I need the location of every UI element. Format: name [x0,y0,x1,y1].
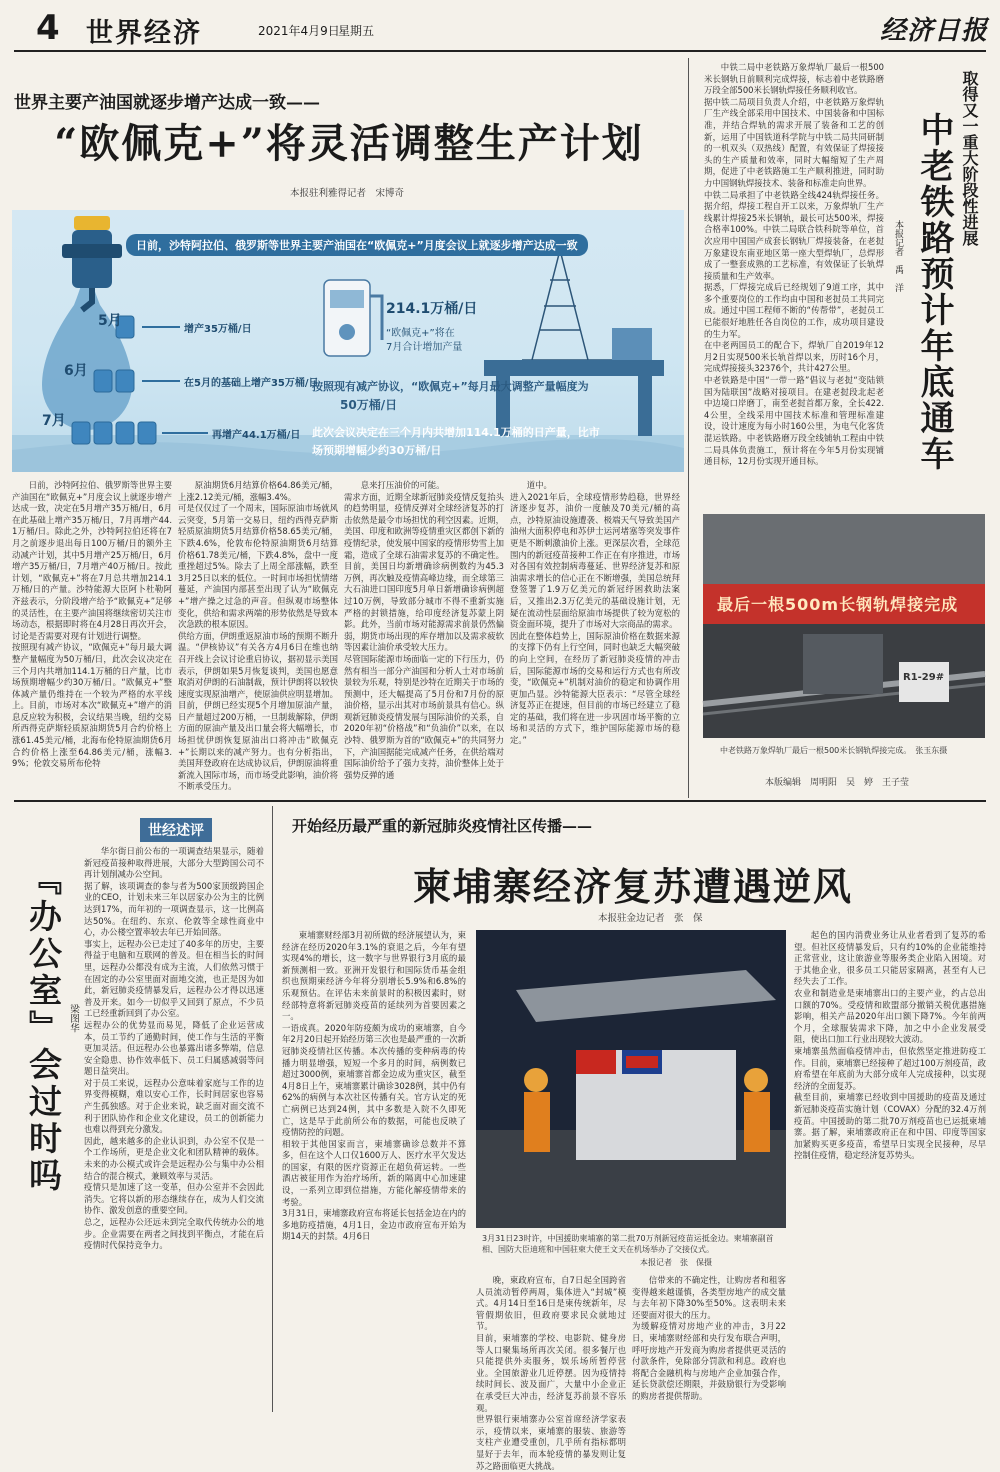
section-title: 世界经济 [86,18,202,49]
page-divider [14,800,986,802]
opec-infographic [12,210,684,472]
june-label: 6月 [64,363,88,379]
cambodia-photo-art [476,930,786,1228]
issue-weekday: 星期五 [338,24,375,38]
cambodia-body-col2: 晚，柬政府宣布，自7日起全国跨省人员流动暂停两周，集体进入“封城”模式。4月14日至16日是柬传统新年，尽管假期依旧，但政府要求民众就地过节。 目前，柬埔寨的学校、电影院、健身房等人口聚集场所再次关闭。很多餐厅也只能提供外卖服务，娱乐场所暂停营业。全国旅游业几近停摆。因为疫情持续时间长、波及面广，大量中小企业正在承受巨大冲击，经济复苏前景不容乐观。 世界银行柬埔寨办公室首席经济学家表示，疫情以来，柬埔寨的服装、旅游等支柱产业遭受重创，几乎所有指标都明显好于去年，而本轮疫情的暴发则让复苏之路面临更大挑战。 [476,1275,626,1471]
july-increase: 再增产44.1万桶/日 [212,430,301,441]
cambodia-body-col4: 起色的国内消费业务让从业者看到了复苏的希望。但社区疫情暴发后，只有约10%的企业能维持正常营业，这让旅游业等服务类企业陷入困境。对于其他企业，很多员工只能居家隔离，甚至有人已经失去了工作。 农业和制造业是柬埔寨出口的主要产业，约占总出口额的70%。受疫情和欧盟部分撤销关税优惠措施影响，相关产品2020年出口额下降7%。今年前两个月，全球服装需求下降，加之中小企业发展受阻，使出口加工行业出现较大波动。 柬埔寨虽然面临疫情冲击，但依然坚定推进防疫工作。目前，柬埔寨已经接种了超过100万剂疫苗，政府希望在年底前为大部分成年人完成接种，以实现经济的全面复苏。 截至目前，柬埔寨已经收到中国援助的疫苗及通过新冠肺炎疫苗实施计划（COVAX）分配的32.4万剂疫苗。中国援助的第二批70万剂疫苗也已运抵柬埔寨。据了解，柬埔寨政府正在和中国、印度等国家加紧购买更多疫苗，希望早日实现全民接种，尽早控制住疫情，稳定经济复苏势头。 [794,930,986,1161]
opec-body-col1: 日前，沙特阿拉伯、俄罗斯等世界主要产油国在“欧佩克+”月度会议上就逐步增产达成一致，决定在5月增产35万桶/日，6月在此基础上增产35万桶/日，7月再增产44.1万桶/日。除此之外，沙特阿拉伯还将在7月之前逐步退出每日100万桶/日的额外主动减产计划，其中5月增产25万桶/日，6月增产35万桶/日，7月增产40万桶/日。按此计划，“欧佩克+”将在7月总共增加214.1万桶/日的产量。沙特能源大臣阿卜杜勒阿齐兹表示，分阶段增产给予“欧佩克+”足够的灵活性，在主要产油国将继续密切关注市场动态，根据即时将在4月28日再次开会，讨论是否需要对现有计划进行调整。 按照现有减产协议，“欧佩克+”每月最大调整产量幅度为50万桶/日，此次会议决定在三个月内共增加114.1万桶的日产量，比市场预期增幅少约30万桶/日。“欧佩克+”整体减产量仍维持在一个较为严格的水平线上。目前，市场对本次“欧佩克+”增产的消息反应较为积极，会议结果当晚，纽约交易所西得克萨斯轻质原油期货5月合约价格上涨61.45美元/桶，北海布伦特原油期货6月合约价格上涨至64.86美元/桶，涨幅3.9%；伦敦交易所布伦特 [12,480,172,769]
rail-reporter: 本报记者 禹 洋 [893,220,903,292]
cambodia-body-col3: 信带来的不确定性，让购房者和租客变得越来越谨慎，各类型房地产的成交量与去年初下降30%至50%。这表明未来还要面对很大的压力。 为缓解疫情对房地产业的冲击，3月22日，柬埔寨财经部和央行发布联合声明，呼吁房地产开发商为购房者提供更灵活的付款条件，免除部分罚款和利息。政府也将配合金融机构与房地产企业加强合作，延长贷款偿还期限，并鼓励银行为受影响的购房者提供帮助。 [632,1275,786,1401]
june-increase: 在5月的基础上增产35万桶/日 [184,378,319,389]
opec-body-col2: 原油期货6月结算价格64.86美元/桶，上涨2.12美元/桶，涨幅3.4%。 可是仅仅过了一个周末，国际原油市场就风云突变，5月第一交易日，纽约西得克萨斯轻质原油期货5月结算价格58.65美元/桶，下跌4.6%，伦敦布伦特原油期货6月结算价格61.78美元/桶，下跌4.8%，盘中一度重挫超过5%。除去了上周全部涨幅，跌至3月25日以来的低位。一时间市场担忧情绪蔓延，产油国内部甚至出现了认为“欧佩克+”增产操之过急的声音。但纵观市场整体变化，供给和需求两端的形势依然是导致本次急跌的根本原因。 供给方面，伊朗重返原油市场的预期不断升温。“伊核协议”有关各方4月6日在维也纳召开线上会议讨论重启协议，据初显示美国表示，伊朗如果5月恢复谈判，美国也愿意取消对伊朗的石油制裁，预计伊朗将以较快速度实现原油增产，使原油供应明显增加。目前，伊朗已经实现5个月增加原油产量，日产量超过200万桶，一旦制裁解除，伊朗方面的原油产量及出口量会将大幅增长，市场担忧伊朗恢复原油出口将冲击“欧佩克+”长期以来的减产努力。也有分析指出，美国拜登政府在达成协议后，伊朗原油将重新流入国际市场，而市场受此影响，油价将不断承受压力。 [178,480,338,792]
july-label: 7月 [42,413,66,429]
column-body: 华尔街日前公布的一项调查结果显示，随着新冠疫苗接种取得进展，大部分大型跨国公司不再计划削减办公空间。 据了解，该项调查的参与者为500家顶级跨国企业的CEO，计划未来三年以居家办公为主的比例达到17%，而年初的一项调查显示，这一比例高达50%。在纽约、东京、伦敦等全球性商业中心，办公楼空置率较去年已开始回落。 事实上，远程办公已走过了40多年的历史，主要得益于电脑和互联网的普及。但在相当长的时间里，远程办公都没有成为主流，人们依然习惯于在固定的办公室里面对面地交流，也正是因为如此，新冠肺炎疫情暴发后，远程办公才得以迅速普及开来。如今一切似乎又回到了原点，不少员工已经重新回到了办公室。 远程办公的优势显而易见，降低了企业运营成本，员工节约了通勤时间，使工作与生活的平衡更加灵活。但远程办公也暴露出诸多弊端，信息安全隐患、协作效率低下、员工归属感减弱等问题日益突出。 对于员工来说，远程办公意味着家庭与工作的边界变得模糊，难以安心工作，长时间居家也容易产生孤独感。对于企业来说，缺乏面对面交流不利于团队协作和企业文化建设，员工的创新能力也难以得到充分激发。 因此，越来越多的企业认识到，办公室不仅是一个工作场所，更是企业文化和团队精神的载体。未来的办公模式或许会是远程办公与集中办公相结合的混合模式，兼顾效率与灵活。 疫情只是加速了这一变革，但办公室并不会因此消失。它将以新的形态继续存在，成为人们交流协作、激发创意的重要空间。 总之，远程办公还远未到完全取代传统办公的地步。企业需要在两者之间找到平衡点，才能在后疫情时代保持竞争力。 [84,846,264,1251]
column-title: 『办公室』会过时吗 [24,862,63,1195]
rail-photo-art [703,514,985,738]
column-divider [688,58,689,798]
cambodia-photo-credit: 本报记者 张 保摄 [640,1258,712,1267]
adjust-text-1: 按照现有减产协议，“欧佩克+”每月最大调整产量幅度为 [312,380,589,393]
cambodia-kicker: 开始经历最严重的新冠肺炎疫情社区传播—— [292,817,593,835]
cambodia-photo-caption: 3月31日23时许，中国援助柬埔寨的第二批70万剂新冠疫苗运抵金边。柬埔寨副首相、国防大臣迪班和中国驻柬大使王文天在机场举办了交接仪式。 [482,1234,774,1254]
may-label: 5月 [98,313,122,329]
photo-rail-tag: R1-29# [903,672,945,683]
masthead [0,0,1000,50]
cambodia-headline: 柬埔寨经济复苏遭遇逆风 [412,864,853,909]
page-editors: 本版编辑 周明阳 吴 婷 王子莹 [765,778,910,788]
bottom-text-2: 场预期增幅少约30万桶/日 [312,444,442,457]
masthead-rule [14,50,986,52]
column-author: 梁图华 [68,1004,79,1033]
rail-body: 中铁二局中老铁路万象焊轨厂最后一根500米长钢轨日前顺利完成焊接，标志着中老铁路磨万段全部500米长钢轨焊接任务顺利收官。 据中铁二局项目负责人介绍，中老铁路万象焊轨厂生产线全部采用中国技术、中国装备和中国标准，并结合焊轨的需求开展了装备和工艺的创新，运用了中国铁道科学院与中铁二局共同研制的一机双头（双热线）配置，有效保证了焊接接头的生产质量和效率，同时大幅缩短了生产周期，促进了中老铁路施工生产顺利推进，同时助力中国钢轨焊接技术、装备和标准走向世界。 中铁二局承担了中老铁路全线424轨焊接任务。据介绍，焊接工程自开工以来，万象焊轨厂生产线累计焊接25米长钢轨，最长可达500米，焊接合格率100%。中铁二局联合铁科院等单位，首次应用中国国产成套长钢轨厂焊接装备，在老挝万象建设东南亚地区第一座大型焊轨厂，总焊形成了一整套成熟的工艺标准，有效保证了长轨焊接质量和生产效率。 据悉，厂焊接完成后已经规划了9道工序，其中多个重要岗位的工作均由中国和老挝员工共同完成。通过中国工程师不断的“传帮带”，老挝员工已能很好地胜任各自岗位的工作，成功项目建设的生力军。 在中老两国员工的配合下，焊轨厂自2019年12月2日实现500米长轨首焊以来，历时16个月，完成焊接接头32376个，共计427公里。 中老铁路是中国“一带一路”倡议与老挝“变陆锁国为陆联国”战略对接项目。在建老挝段北起老中边境口岸磨丁，南至老挝首都万象，全长422.4公里，全线采用中国技术标准和管理标准建设，设计速度为每小时160公里，为电气化客货混运铁路。中老铁路磨万段全线铺轨工程由中铁二局具体负责施工，预计将在今年5月份实现铺通目标，12月份实现开通目标。 [704,62,884,467]
infographic-banner: 日前，沙特阿拉伯、俄罗斯等世界主要产油国在“欧佩克+”月度会议上就逐步增产达成一致 [126,234,588,256]
total-desc-1: “欧佩克+”将在 [386,328,455,339]
rail-headline: 中老铁路预计年底通车 [914,112,954,472]
total-desc-2: 7月合计增加产量 [386,342,463,353]
may-increase: 增产35万桶/日 [184,324,252,335]
rail-subhead: 取得又一重大阶段性进展 [960,70,979,246]
paper-logo: 经济日报 [880,16,989,46]
rail-photo-caption: 中老铁路万象焊轨厂最后一根500米长钢轨焊接完成。 张玉东摄 [720,746,948,755]
opec-headline: “欧佩克+”将灵活调整生产计划 [54,120,644,167]
cambodia-photo [476,930,786,1228]
page-number: 4 [36,8,60,48]
photo-banner-text: 最后一根500m长钢轨焊接完成 [717,595,959,614]
bottom-text-1: 此次会议决定在三个月内共增加114.1万桶的日产量，比市 [312,426,600,439]
opec-kicker: 世界主要产油国就逐步增产达成一致—— [14,93,320,113]
rail-photo [703,514,985,738]
adjust-text-2: 50万桶/日 [340,398,398,412]
opec-byline: 本报驻利雅得记者 宋博奇 [290,188,405,199]
column-divider-2 [272,806,273,1412]
issue-date: 2021年4月9日 [258,24,340,38]
cambodia-byline: 本报驻金边记者 张 保 [598,913,703,924]
cambodia-body-col1: 柬埔寨财经部3月初所做的经济展望认为，柬经济在经历2020年3.1%的衰退之后，今年有望实现4%的增长，这一数字与世界银行3月底的最新预测相一致。亚洲开发银行和国际货币基金组织也预期柬经济今年将分别增长5.9%和6.8%的乐观预估。在评估未来前景时的积极因素时，财经部特意将新冠肺炎疫苗的延续列为首要因素之一。 一语成真。2020年防疫颇为成功的柬埔寨，自今年2月20日起开始经历第三次也是最严重的一次新冠肺炎疫情社区传播。本次传播的变种病毒的传播力明显增强，短短一个多月的时间，病例数已超过3000例，柬埔寨首都金边成为重灾区，截至4月8日上午，柬埔寨累计确诊3028例，其中仍有62%的病例与本次社区传播有关。官方认定的死亡病例已达到24例，其中多数是入院不久即死亡，这是早于此前所公布的数据，可能也反映了疫情防控的问题。 相较于其他国家而言，柬埔寨确诊总数并不算多，但在这个人口仅1600万人、医疗水平欠发达的国家，有限的医疗资源正在超负荷运转。一些酒店被征用作为治疗场所，新的隔离中心加速建设，一系列立即到位措施，方能化解疫情带来的考验。 3月31日，柬埔寨政府宣布将延长包括金边在内的多地防疫措施，4月1日，金边市政府宣布开始为期14天的封禁。4月6日 [282,930,466,1242]
opec-body-col3: 息来打压油价的可能。 需求方面，近期全球新冠肺炎疫情反复抬头的趋势明显，疫情反弹对全球经济复苏的打击依然是最令市场担忧的利空因素。近期，美国、印度和欧洲等疫情重灾区都创下新的疫情纪录，使发展中国家的疫情形势雪上加霜，造成了全球石油需求复苏的不确定性。目前，美国日均新增确诊病例数约为45.3万例，再次触及疫情高峰边缘，而全球第三大石油进口国印度5月单日新增确诊病例超过10万例，导致部分城市不得不重新实施严格的封锁措施，给印度经济复苏蒙上阴影。此外，当前市场对能源需求前景仍然偏弱，期货市场出现的库存增加以及需求疲软等因素让油价承受较大压力。 尽管国际能源市场面临一定的下行压力，仍然有相当一部分产油国和分析人士对市场前景较为乐观，特别是沙特在近期关于市场的预测中，还大幅提高了5月份和7月份的原油价格，显示出其对市场前景具有信心。纵观新冠肺炎疫情发展与国际油价的关系，自2020年初“价格战”和“负油价”以来，在以沙特、俄罗斯为首的“欧佩克+”的共同努力下，产油国据能完成减产任务，在供给端对国际油价给予了强力支持，油价整体上处于强势反弹的通 [344,480,504,780]
total-value: 214.1万桶/日 [386,301,478,317]
opec-body-col4: 道中。 进入2021年后，全球疫情形势趋稳，世界经济逐步复苏，油价一度触及70美元/桶的高点，沙特原油设施遭袭、极端天气导致美国产油州大面积停电和苏伊士运河堵塞等突发事件更是不断刺激油价上涨。更深层次看，全球范围内的新冠疫苗接种工作正在有序推进，市场对各国有效控制病毒蔓延、世界经济复苏和原油需求增长的信心正在不断增强，美国总统拜登签署了1.9万亿美元的新冠纾困救助法案后，又推出2.3万亿美元的基础设施计划，无疑在流动性层面给原油市场提供了较为宽松的资金面环境，提升了市场对大宗商品的需求。 因此在整体趋势上，国际原油价格在数据来源的支撑下仍有上行空间，同时也缺乏大幅突破的向上空间，在经历了新冠肺炎疫情的冲击后，国际能源市场的交易和运行方式也有所改变，“欧佩克+”机制对油价的稳定和协调作用更加凸显。沙特能源大臣表示：“尽管全球经济复苏正在提速，但目前的市场已经建立了稳定的基础，我们将在进一步巩固市场平衡的立场和灵活的方式下，维护国际能源市场的稳定。” [510,480,680,746]
column-section-label: 世经述评 [140,818,212,842]
